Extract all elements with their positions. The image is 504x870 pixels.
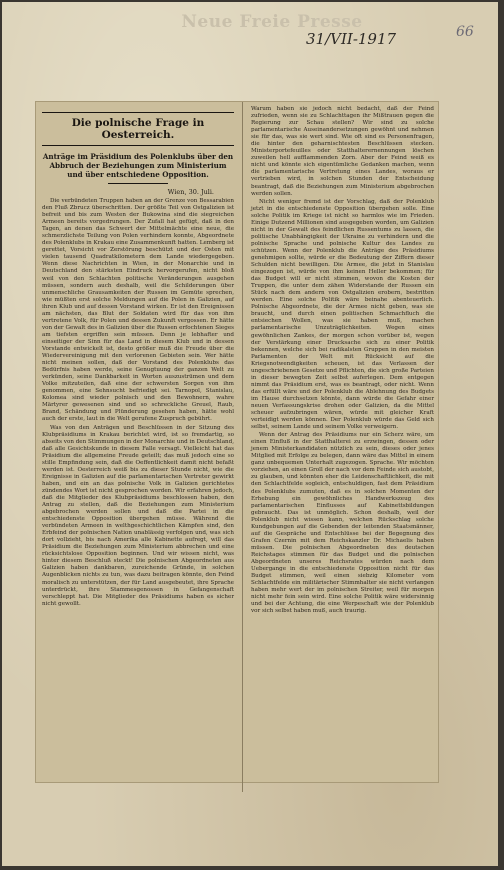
article-title: Die polnische Frage in Oesterreich.: [42, 112, 234, 146]
article-subtitle: Anträge im Präsidium des Polenklubs über den Abbruch der Beziehungen zum Ministerium und über entschiedene Opposition.: [42, 152, 234, 179]
paragraph: Die verbündeten Truppen haben an der Grenze von Bessarabien den Fluß Zbrucz überschritten. Der größte Teil von Ostgalizien ist befreit und bis zum Westen der Bukowina sind die siegreichen Armeen bereits vorgedrungen. Der Zufall hat gefügt, daß in den Tagen, an denen das Schwert der Mittelmächte eine neue, die schmerzlichste Teilung von Polen verhindern konnte, Abgeordnete des Polenklubs in Krakau eine Zusammenkunft hatten. Lemberg ist gerettet, Vorsicht vor Zerstörung beschützt und der Osten mit vielen tausend Quadratkilometern dem Lande wiedergegeben. Wenn diese Nachrichten in Wien, in der Monarchie und in Deutschland den stärksten Eindruck hervorgerufen, nicht bloß weil von den Schlachten politische Veränderungen ausgehen müssen, sondern auch deshalb, weil die Schilderungen über unmenschliche Grausamkeiten der Russen im Gemüte sprechen, wie müßten erst solche Meldungen auf die Polen in Galizien, auf ihren Klub und auf dessen Vorstand wirken. Er ist den Ereignissen am nächsten, das Blut der Soldaten wird für das von ihm vertretene Volk, für Polen und dessen Zukunft vergossen. Er hätte von der Gewalt des in Galizien über die Russen erfochtenen Sieges am tiefsten ergriffen sein müssen. Denn je lebhafter und einseitiger der Sinn für das Land in diesem Klub und in dessen Vorstande entwickelt ist, desto größer muß die Freude über die Wiedervereinigung mit den verlorenen Gebieten sein. Wer hätte nicht meinen sollen, daß der Vorstand des Polenklubs das Bedürfnis haben werde, seine Genugtuung der ganzen Welt zu verkünden, seine Dankbarkeit in Worten auszustrümen und dem Volke mitzuteilen, daß eine der schwersten Sorgen von ihm genommen, eine Sehnsucht befriedigt sei. Tarnopol, Stanislau, Kolomea sind wieder polnisch und den Bewohnern, wahre Märtyrer gewesenen sind und so schreckliche Greuel, Raub, Brand, Schändung und Plünderung gesehen haben, hätte wohl auch der erste, laut in die Welt gerufene Zuspruch gebührt.: [42, 198, 234, 423]
archive-number: 66: [456, 24, 474, 40]
column-separator: [242, 102, 243, 792]
handwritten-date: 31/VII-1917: [306, 30, 397, 48]
masthead-faded: Neue Freie Presse: [181, 12, 363, 32]
paragraph: Wenn der Antrag des Präsidiums nur ein Scherz wäre, um einen Einfluß in der Statthalterei zu erzwingen, dessen oder jenem Ministerkandidaten nützlich zu sein, dieses oder jenes Mitglied mit Erfolge zu belegen, dann wäre das Mittel in einem ganz unbequemen Unterhalt zugezogen. Sprache. Wir möchten vorziehen, an einen Groll der nach vor dem Feinde sich austobt, zu glauben, und könnten eher die Leidenschaftlichkeit, die mit den Schlachtfelde sogleich, entschuldigen, fast dem Präsidium des Polenklubs zumuten, daß es in solchen Momenten der Erhebung ein gewöhnliches Handwerkszeug des parlamentarischen Einflusses auf Kabinettsbildungen gebraucht. Das ist unmöglich. Schon deshalb, weil der Polenklub nicht wissen kann, welchen Rückschlag solche Kundgebungen auf die Gebenden der leitenden Staatsmänner, auf die Gespräche und Entschlüsse bei der Begegnung des Grafen Czernin mit dem Reichskanzler Dr. Michaelis haben müssen. Die polnischen Abgeordneten des deutschen Reichstages stimmen für das Budget und die polnischen Abgeordneten unseres Reichsrates würden nach dem Uebergange in die entschiedenste Opposition nicht für das Budget stimmen, weil einen siebzig Kilometer vom Schlachtfelde ein militärischer Stimmhalter sie nicht verlangen haben mehr wert der im polnischen Streiter, weil für morgen nicht mehr fein sein wird. Eine solche Politik wäre widersinnig und bei der Achtung, die eine Werpeschaft wie der Polenklub vor sich selbst haben muß, auch traurig.: [251, 432, 434, 615]
left-column: [36, 102, 240, 782]
paragraph: Warum haben sie jedoch nicht bedacht, daß der Feind zufrieden, wenn sie zu Schlachttagen ihr Mißtrauen gegen die Regierung zur Schau stellen? Wir sind zu solche parlamentarische Auseinandersetzungen gewöhnt und nehmen sie für das, was sie wert sind. Wie oft sind es Personenfragen, die hinter den geharnischtesten Beschlüssen stecken. Ministerportefeuilles oder Statthalterernennungen löschen zuweilen hell aufflammenden Zorn. Aber der Feind weiß es nicht und könnte sich eigentümliche Gedanken machen, wenn die parlamentarische Vertretung eines Landes, woraus er vertrieben wird, in solchen Stunden der Entscheidung beantragt, daß die Beziehungen zum Ministerium abgebrochen werden sollen.: [251, 106, 434, 197]
dateline: Wien, 30. Juli.: [167, 188, 214, 196]
title-rule: [108, 183, 168, 184]
right-column: [247, 102, 438, 802]
paragraph: Nicht weniger fremd ist der Vorschlag, daß der Polenklub jetzt in die entschiedenste Opposition übergehen solle. Eine solche Politik im Kriege ist nicht so harmlos wie im Frieden. Einige Dutzend Millionen sind ausgegeben worden, um Galizien nicht in der Gewalt des feindlichen Russentums zu lassen, die politische Unabhängigkeit der Ukraine zu verhindern und die polnische Sprache und polnische Kultur des Landes zu schützen. Wenn der Polenklub die Anträge des Präsidiums genehmigen sollte, würde er die Bedeutung der Ziffern dieser Schulden nicht bewilligen. Die Armee, die jetzt in Stanislau eingezogen ist, würde von ihm keinen Heller bekommen; für das Budget will er nicht stimmen, wovon die Kosten der Truppen, die unter dem zähen Widerstande der Russen ein Stück nach dem andern von Ostgalizien erobern, bestritten werden. Eine solche Politik wäre beinahe abenteuerlich. Polnische Abgeordnete, die der Armee nicht geben, was sie braucht, und durch einen politischen Schmachfluch die entsiechen Wollen, was sie haben muß, machen parlamentarische Unzuträglichkeiten. Wegen eines gewöhnlichen Zankes, der morgen schon vorüber ist, wegen der Verstärkung einer Drucksache sich zu einer Politik bekennen, welche sich bei radikalsten Gruppen in den meisten Parlamenten der Welt mit Rücksicht auf die Kriegsnotwendigkeiten scheuen, ist das Verlassen der ungeschriebenen Gesetze und Pflichten, die sich große Parteien in dieser bewegten Zeit selbst auferlegen. Dem entgegen nimmt das Präsidium erst, was es beantragt, oder nicht. Wenn das erfüllt wäre und der Polenklub die Ablehnung des Budgets im Hause durchsetzen könnte, dann würde die Gefahr einer neuen Verfassungskrise drohen oder Galizien, da die Mittel scheuer aufzubringen wären, würde mit gleicher Kraft verteidigt werden können. Der Polenklub würde das Geld sich selbst, seinem Lande und seinem Volke verweigern.: [251, 198, 434, 431]
paragraph: Was von den Anträgen und Beschlüssen in der Sitzung des Klubpräsidiums in Krakau berichtet wird, ist so fremdartig, so abseits von den Stimmungen in der Monarchie und in Deutschland, daß alle Gesichtskunde in diesem Falle versagt. Vielleicht hat das Präsidium die allgemeine Freude geteilt; das muß jedoch eine so stille Empfindung sein, daß die Oeffentlichkeit damit nicht befaßt werden ist. Oesterreich weiß bis zu dieser Stunde nicht, wie die Ereignisse in Galizien auf die parlamentarischen Vertreter gewirkt haben, und ein an das polnische Volk in Galizien gerichtetes zündendes Wort ist nicht gesprochen worden. Wir erfahren jedoch, daß die Mitglieder des Klubpräsidiums beschlossen haben, den Antrag zu stellen, daß die Beziehungen zum Ministerium abgebrochen werden sollen und daß die Partei in die entschiedenste Opposition übergehen müsse. Während die verbündeten Armeen in welthgeschichtlichen Kämpfen sind, den Erbfeind der polnischen Nation unablässig verfolgen und, was sich dort vollzieht, bis nach Amerika alle Kabinette aufregt, will das Präsidium die Beziehungen zum Ministerium abbrechen und eine rücksichtslose Opposition beginnen. Und wir wissen nicht, was hinter diesem Beschluß steckt! Die polnischen Abgeordneten aus Galizien haben dankbaren, zureichende Gründe, in solchen Augenblicken nichts zu tun, was dazu beitragen könnte, den Feind moralisch zu unterstützen, der für Land ausgebeutet, ihre Sprache unterdrückt, ihre Stammesgenossen in Gefangenschaft verschleppt hat. Die Mitglieder des Präsidiums haben es sicher nicht gewollt.: [42, 424, 234, 607]
